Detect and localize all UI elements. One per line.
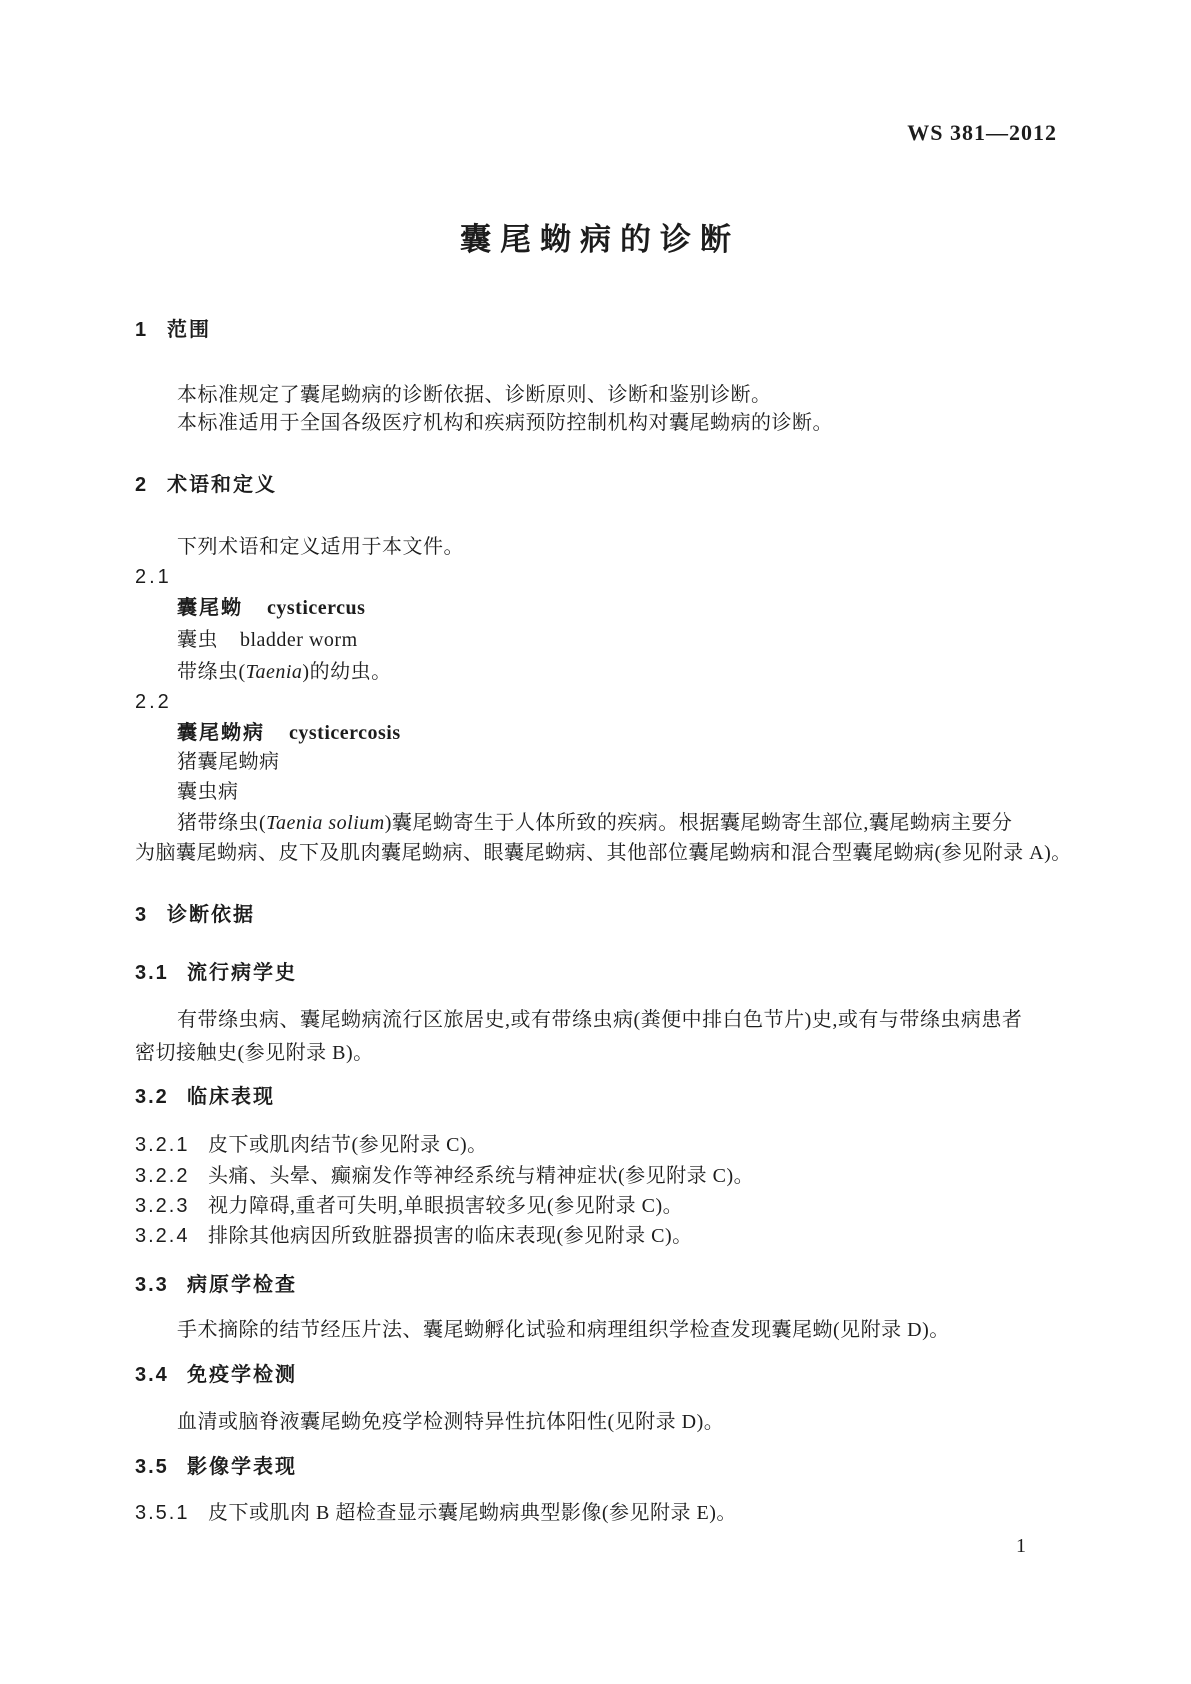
clause-number: 3.2.2 xyxy=(135,1165,190,1187)
section-1-title: 范围 xyxy=(167,319,211,341)
term-2-1-en: cysticercus xyxy=(267,597,366,619)
immunology-paragraph: 血清或脑脊液囊尾蚴免疫学检测特异性抗体阳性(见附录 D)。 xyxy=(177,1411,725,1433)
definition-text: )囊尾蚴寄生于人体所致的疾病。根据囊尾蚴寄生部位,囊尾蚴病主要分 xyxy=(384,812,1013,834)
clause-number: 3.2.1 xyxy=(135,1134,190,1156)
term-2-2-zh: 囊尾蚴病 xyxy=(177,722,265,744)
term-2-2-synonym-1: 猪囊尾蚴病 xyxy=(177,751,280,773)
section-3-2-heading xyxy=(135,1082,275,1112)
section-3-4-title: 免疫学检测 xyxy=(187,1364,297,1386)
latin-name: Taenia solium xyxy=(266,812,385,834)
term-2-2-name xyxy=(177,718,401,750)
imaging-item-1 xyxy=(135,1498,737,1530)
term-2-2-definition-line-2: 为脑囊尾蚴病、皮下及肌肉囊尾蚴病、眼囊尾蚴病、其他部位囊尾蚴病和混合型囊尾蚴病(参见附录 A)。 xyxy=(135,842,1072,864)
section-3-number: 3 xyxy=(135,904,147,926)
page-number: 1 xyxy=(1016,1535,1026,1557)
scope-paragraph-2: 本标准适用于全国各级医疗机构和疾病预防控制机构对囊尾蚴病的诊断。 xyxy=(177,412,833,434)
section-3-4-number: 3.4 xyxy=(135,1364,169,1386)
terms-intro: 下列术语和定义适用于本文件。 xyxy=(177,536,464,558)
term-2-1-definition xyxy=(177,657,392,687)
section-2-title: 术语和定义 xyxy=(167,474,277,496)
term-2-1-synonym-zh: 囊虫 xyxy=(177,629,218,651)
section-1-number: 1 xyxy=(135,319,147,341)
section-3-1-title: 流行病学史 xyxy=(187,962,297,984)
term-2-1-synonym-en: bladder worm xyxy=(240,629,358,651)
section-3-title: 诊断依据 xyxy=(167,904,255,926)
term-2-1-synonym xyxy=(177,625,358,655)
section-3-5-heading xyxy=(135,1452,297,1482)
term-2-2-number: 2.2 xyxy=(135,691,172,713)
clause-text: 皮下或肌肉 B 超检查显示囊尾蚴病典型影像(参见附录 E)。 xyxy=(208,1502,737,1524)
section-2-number: 2 xyxy=(135,474,147,496)
section-3-1-number: 3.1 xyxy=(135,962,169,984)
section-3-heading xyxy=(135,900,255,930)
definition-text: )的幼虫。 xyxy=(302,661,392,683)
section-3-2-number: 3.2 xyxy=(135,1086,169,1108)
pathogen-paragraph: 手术摘除的结节经压片法、囊尾蚴孵化试验和病理组织学检查发现囊尾蚴(见附录 D)。 xyxy=(177,1319,950,1341)
section-3-2-title: 临床表现 xyxy=(187,1086,275,1108)
section-3-3-number: 3.3 xyxy=(135,1274,169,1296)
definition-text: 带绦虫( xyxy=(177,661,246,683)
term-2-2-en: cysticercosis xyxy=(289,722,401,744)
doc-code: WS 381—2012 xyxy=(907,120,1057,145)
term-2-1-number: 2.1 xyxy=(135,566,172,588)
section-3-3-heading xyxy=(135,1270,297,1300)
clause-number: 3.5.1 xyxy=(135,1502,190,1524)
term-2-1-zh: 囊尾蚴 xyxy=(177,597,243,619)
scope-paragraph-1: 本标准规定了囊尾蚴病的诊断依据、诊断原则、诊断和鉴别诊断。 xyxy=(177,384,772,406)
section-2-heading xyxy=(135,470,277,500)
section-3-5-number: 3.5 xyxy=(135,1456,169,1478)
term-2-2-synonym-2: 囊虫病 xyxy=(177,781,239,803)
epidemiology-line-1: 有带绦虫病、囊尾蚴病流行区旅居史,或有带绦虫病(粪便中排白色节片)史,或有与带绦虫病患者 xyxy=(177,1009,1023,1031)
clause-text: 头痛、头晕、癫痫发作等神经系统与精神症状(参见附录 C)。 xyxy=(208,1165,755,1187)
definition-text: 猪带绦虫( xyxy=(177,812,267,834)
clause-text: 皮下或肌肉结节(参见附录 C)。 xyxy=(208,1134,488,1156)
latin-name: Taenia xyxy=(245,661,303,683)
clinical-item-1 xyxy=(135,1130,488,1162)
clause-text: 排除其他病因所致脏器损害的临床表现(参见附录 C)。 xyxy=(208,1225,693,1247)
term-2-1-name xyxy=(177,593,365,625)
clause-number: 3.2.4 xyxy=(135,1225,190,1247)
section-3-3-title: 病原学检查 xyxy=(187,1274,297,1296)
section-3-4-heading xyxy=(135,1360,297,1390)
epidemiology-line-2: 密切接触史(参见附录 B)。 xyxy=(135,1042,374,1064)
clinical-item-2 xyxy=(135,1161,754,1193)
section-3-1-heading xyxy=(135,958,297,988)
clinical-item-4 xyxy=(135,1221,693,1253)
clinical-item-3 xyxy=(135,1191,683,1223)
page-title: 囊尾蚴病的诊断 xyxy=(460,222,740,257)
section-1-heading xyxy=(135,315,211,345)
section-3-5-title: 影像学表现 xyxy=(187,1456,297,1478)
clause-number: 3.2.3 xyxy=(135,1195,190,1217)
clause-text: 视力障碍,重者可失明,单眼损害较多见(参见附录 C)。 xyxy=(208,1195,684,1217)
term-2-2-definition-line-1 xyxy=(177,808,1012,838)
